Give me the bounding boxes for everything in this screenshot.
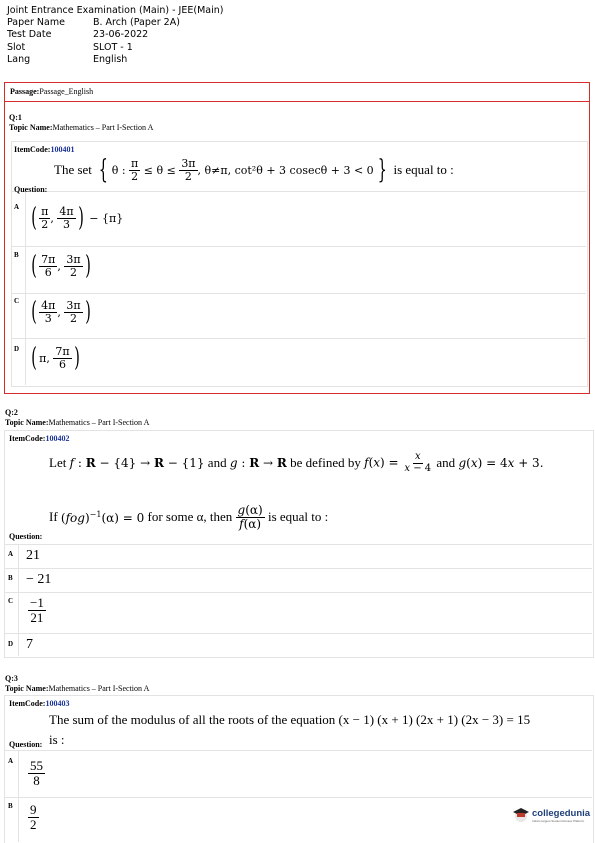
header-row: Paper Name B. Arch (Paper 2A) (7, 17, 180, 29)
option-a-label: A (8, 757, 14, 765)
question-2-line-1: Let f : R − {4} → R − {1} and g : R → R be defined by f(x) = $\frac{x}{x - 4}$ and g(x) = 4x + 3. (49, 451, 544, 474)
question-3-stem-cont: is : (49, 732, 65, 747)
question-1-header: Q:1 Topic Name:Mathematics – Part I-Section A (9, 113, 154, 132)
passage-box (4, 82, 590, 394)
option-a-label: A (14, 203, 20, 211)
option-b[interactable]: − 21 (26, 572, 52, 587)
header-row: Lang English (7, 53, 128, 65)
option-b-label: B (14, 251, 19, 259)
exam-title: Joint Entrance Examination (Main) - JEE(Main) (7, 5, 224, 16)
option-c-label: C (8, 597, 14, 605)
option-c[interactable]: ( $\frac{4\pi}{3}$ , $\frac{3\pi}{2}$ ) (31, 297, 91, 327)
option-a[interactable]: 21 (26, 548, 40, 563)
question-number: Q:2 (5, 408, 18, 417)
option-a[interactable]: ( $\frac{\pi}{2}$ , $\frac{4\pi}{3}$ ) − {π} (31, 203, 124, 233)
header-row: Slot SLOT - 1 (7, 41, 133, 53)
option-b[interactable]: ( $\frac{7\pi}{6}$ , $\frac{3\pi}{2}$ ) (31, 251, 91, 281)
passage-header: Passage:Passage_English (5, 83, 589, 102)
question-number: Q:1 (9, 113, 22, 122)
question-label: Question: (14, 185, 48, 194)
item-code: ItemCode:100401 (14, 145, 75, 154)
question-3-header: Q:3 Topic Name:Mathematics – Part I-Section A (5, 674, 150, 693)
question-1-stem: The set { θ : $\frac{\pi}{2}$ ≤ θ ≤ $\frac{3\pi}{2}$ , θ≠π, cot²θ + 3 cosecθ + 3 < 0 } is equal to : (54, 155, 454, 185)
question-2-line-2: If (fog)$^{-1}$(α) = 0 for some α, then $\frac{g(\alpha)}{f(\alpha)}$ is equal to : (49, 503, 329, 531)
graduation-cap-icon (512, 806, 530, 824)
option-c[interactable]: $\frac{-1}{21}$ (30, 595, 44, 625)
option-b-label: B (8, 574, 13, 582)
option-d[interactable]: ( π, $\frac{7\pi}{6}$ ) (31, 343, 80, 373)
item-code: ItemCode:100403 (9, 699, 70, 708)
option-a[interactable]: $\frac{55}{8}$ (30, 758, 43, 788)
collegedunia-logo: collegedunia India's largest Student Review Platform (512, 806, 590, 824)
option-b-label: B (8, 802, 13, 810)
option-c-label: C (14, 297, 20, 305)
option-d-label: D (14, 345, 20, 353)
item-code: ItemCode:100402 (9, 434, 70, 443)
question-3-stem: The sum of the modulus of all the roots of the equation (x − 1) (x + 1) (2x + 1) (2x − 3) = 15 (49, 712, 531, 727)
option-d-label: D (8, 640, 14, 648)
option-a-label: A (8, 550, 14, 558)
option-b[interactable]: $\frac{9}{2}$ (30, 802, 37, 832)
question-number: Q:3 (5, 674, 18, 683)
header-row: Test Date 23-06-2022 (7, 29, 149, 41)
option-d[interactable]: 7 (26, 637, 33, 652)
exam-header (7, 5, 223, 66)
question-label: Question: (9, 532, 43, 541)
question-2-header: Q:2 Topic Name:Mathematics – Part I-Section A (5, 408, 150, 427)
question-label: Question: (9, 740, 43, 749)
